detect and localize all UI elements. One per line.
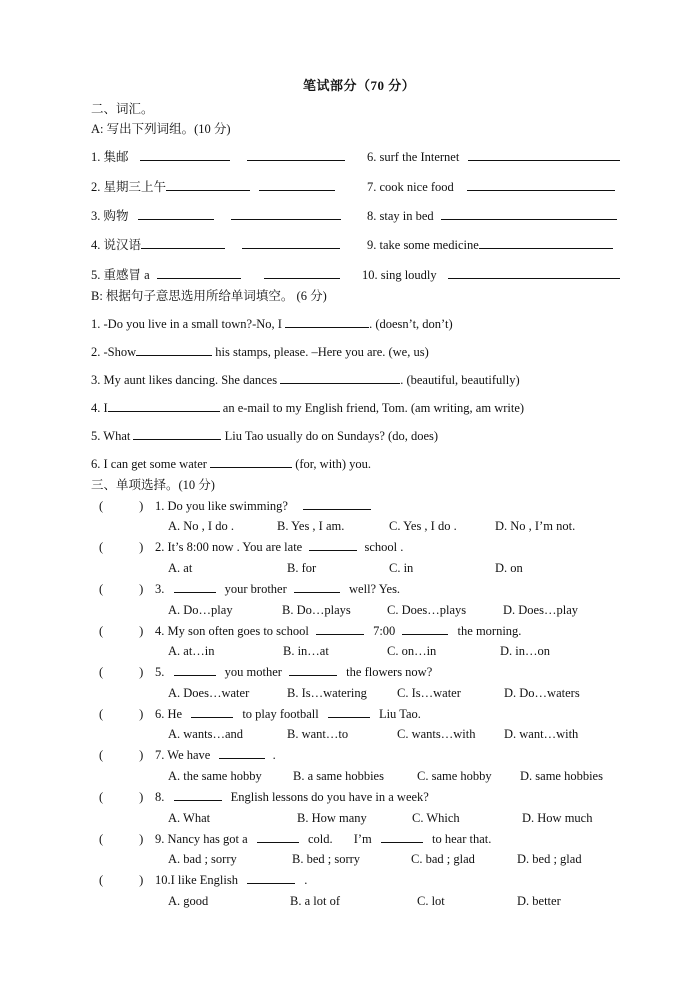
answer-blank[interactable] (108, 400, 220, 412)
answer-blank[interactable] (242, 237, 340, 249)
fill-item-4: 4. I an e-mail to my English friend, Tom. (am writing, am write) (91, 401, 525, 415)
answer-blank[interactable] (441, 208, 617, 220)
answer-paren[interactable]: ( ) (99, 832, 144, 846)
answer-blank[interactable] (157, 267, 241, 279)
answer-blank[interactable] (138, 208, 214, 220)
option-c[interactable]: C. Yes , I do . (389, 519, 457, 533)
answer-blank[interactable] (448, 267, 620, 279)
answer-paren[interactable]: ( ) (99, 707, 144, 721)
option-b[interactable]: B. in…at (283, 644, 329, 658)
answer-blank[interactable] (174, 664, 216, 676)
vocab-item-4: 4. 说汉语 (91, 237, 340, 253)
answer-blank[interactable] (257, 831, 299, 843)
answer-blank[interactable] (174, 789, 222, 801)
option-a[interactable]: A. at…in (168, 644, 215, 658)
option-d[interactable]: D. No , I’m not. (495, 519, 576, 533)
answer-blank[interactable] (174, 581, 216, 593)
fill-item-3: 3. My aunt likes dancing. She dances . (beautiful, beautifully) (91, 373, 520, 387)
answer-blank[interactable] (166, 179, 250, 191)
option-a[interactable]: A. What (168, 811, 211, 825)
option-b[interactable]: B. Is…watering (287, 686, 367, 700)
option-a[interactable]: A. wants…and (168, 727, 243, 741)
option-a[interactable]: A. Do…play (168, 603, 233, 617)
fill-item-2: 2. -Show his stamps, please. –Here you are. (we, us) (91, 345, 429, 359)
part-b-heading: B: 根据句子意思选用所给单词填空。 (6 分) (91, 289, 327, 303)
answer-blank[interactable] (316, 623, 364, 635)
option-b[interactable]: B. want…to (287, 727, 349, 741)
answer-blank[interactable] (247, 872, 295, 884)
vocab-item-1: 1. 集邮 (91, 149, 345, 165)
answer-blank[interactable] (479, 237, 613, 249)
option-c[interactable]: C. Is…water (397, 686, 461, 700)
answer-blank[interactable] (402, 623, 448, 635)
fill-item-1: 1. -Do you live in a small town?-No, I . (doesn’t, don’t) (91, 317, 453, 331)
option-d[interactable]: D. bed ; glad (517, 852, 582, 866)
question-1-stem: 1. Do you like swimming? (155, 498, 371, 514)
option-b[interactable]: B. for (287, 561, 317, 575)
option-c[interactable]: C. in (389, 561, 414, 575)
option-c[interactable]: C. on…in (387, 644, 437, 658)
page-title: 笔试部分（70 分） (303, 78, 416, 93)
answer-blank[interactable] (136, 344, 212, 356)
answer-blank[interactable] (467, 179, 615, 191)
option-a[interactable]: A. the same hobby (168, 769, 262, 783)
vocab-item-7: 7. cook nice food (367, 179, 615, 195)
option-a[interactable]: A. bad ; sorry (168, 852, 237, 866)
vocab-item-9: 9. take some medicine (367, 237, 613, 253)
option-c[interactable]: C. wants…with (397, 727, 476, 741)
option-b[interactable]: B. Yes , I am. (277, 519, 345, 533)
answer-blank[interactable] (309, 539, 357, 551)
answer-paren[interactable]: ( ) (99, 582, 144, 596)
question-5-stem: 5. you mother the flowers now? (155, 665, 433, 679)
question-4-stem: 4. My son often goes to school 7:00 the morning. (155, 624, 522, 638)
option-c[interactable]: C. Does…plays (387, 603, 467, 617)
option-d[interactable]: D. Does…play (503, 603, 578, 617)
answer-blank[interactable] (259, 179, 335, 191)
answer-blank[interactable] (219, 747, 265, 759)
answer-blank[interactable] (328, 706, 370, 718)
answer-blank[interactable] (289, 664, 337, 676)
option-b[interactable]: B. bed ; sorry (292, 852, 361, 866)
vocab-item-2: 2. 星期三上午 (91, 179, 335, 195)
option-b[interactable]: B. Do…plays (282, 603, 351, 617)
vocab-item-10: 10. sing loudly (362, 267, 620, 283)
vocab-item-3: 3. 购物 (91, 208, 341, 224)
question-7-stem: 7. We have . (155, 748, 276, 762)
answer-blank[interactable] (280, 372, 400, 384)
answer-blank[interactable] (247, 149, 345, 161)
question-8-stem: 8. English lessons do you have in a week? (155, 790, 429, 804)
answer-paren[interactable]: ( ) (99, 748, 144, 762)
section-vocabulary-heading: 二、词汇。 (91, 102, 154, 116)
option-a[interactable]: A. at (168, 561, 193, 575)
answer-blank[interactable] (191, 706, 233, 718)
answer-paren[interactable]: ( ) (99, 540, 144, 554)
section-choice-heading: 三、单项选择。(10 分) (91, 478, 215, 492)
question-3-stem: 3. your brother well? Yes. (155, 582, 401, 596)
vocab-item-5: 5. 重感冒 a (91, 267, 340, 283)
option-b[interactable]: B. a lot of (290, 894, 340, 908)
question-10-stem: 10.I like English . (155, 873, 308, 887)
question-6-stem: 6. He to play football Liu Tao. (155, 707, 421, 721)
answer-blank[interactable] (141, 237, 225, 249)
answer-paren[interactable]: ( ) (99, 873, 144, 887)
fill-item-6: 6. I can get some water (for, with) you. (91, 457, 372, 471)
answer-paren[interactable]: ( ) (99, 665, 144, 679)
option-d[interactable]: D. How much (522, 811, 593, 825)
answer-blank[interactable] (210, 456, 292, 468)
option-a[interactable]: A. No , I do . (168, 519, 234, 533)
part-a-heading: A: 写出下列词组。(10 分) (91, 122, 231, 136)
option-d[interactable]: D. Do…waters (504, 686, 580, 700)
answer-paren[interactable]: ( ) (99, 624, 144, 638)
option-d[interactable]: D. better (517, 894, 561, 908)
answer-blank[interactable] (140, 149, 230, 161)
option-a[interactable]: A. good (168, 894, 209, 908)
option-b[interactable]: B. How many (297, 811, 367, 825)
answer-blank[interactable] (264, 267, 340, 279)
option-a[interactable]: A. Does…water (168, 686, 250, 700)
option-d[interactable]: D. on (495, 561, 523, 575)
answer-blank[interactable] (294, 581, 340, 593)
option-c[interactable]: C. Which (412, 811, 460, 825)
answer-paren[interactable]: ( ) (99, 790, 144, 804)
answer-blank[interactable] (303, 498, 371, 510)
vocab-item-6: 6. surf the Internet (367, 149, 620, 165)
question-9-stem: 9. Nancy has got a cold. I’m to hear that. (155, 832, 492, 846)
answer-blank[interactable] (231, 208, 341, 220)
option-c[interactable]: C. lot (417, 894, 445, 908)
option-c[interactable]: C. same hobby (417, 769, 492, 783)
option-d[interactable]: D. want…with (504, 727, 579, 741)
vocab-item-8: 8. stay in bed (367, 208, 617, 224)
answer-paren[interactable]: ( ) (99, 499, 144, 513)
fill-item-5: 5. What Liu Tao usually do on Sundays? (do, does) (91, 429, 439, 443)
option-d[interactable]: D. same hobbies (520, 769, 603, 783)
option-b[interactable]: B. a same hobbies (293, 769, 384, 783)
option-d[interactable]: D. in…on (500, 644, 550, 658)
question-2-stem: 2. It’s 8:00 now . You are late school . (155, 540, 404, 554)
answer-blank[interactable] (285, 316, 369, 328)
answer-blank[interactable] (381, 831, 423, 843)
answer-blank[interactable] (133, 428, 221, 440)
option-c[interactable]: C. bad ; glad (411, 852, 475, 866)
answer-blank[interactable] (468, 149, 620, 161)
